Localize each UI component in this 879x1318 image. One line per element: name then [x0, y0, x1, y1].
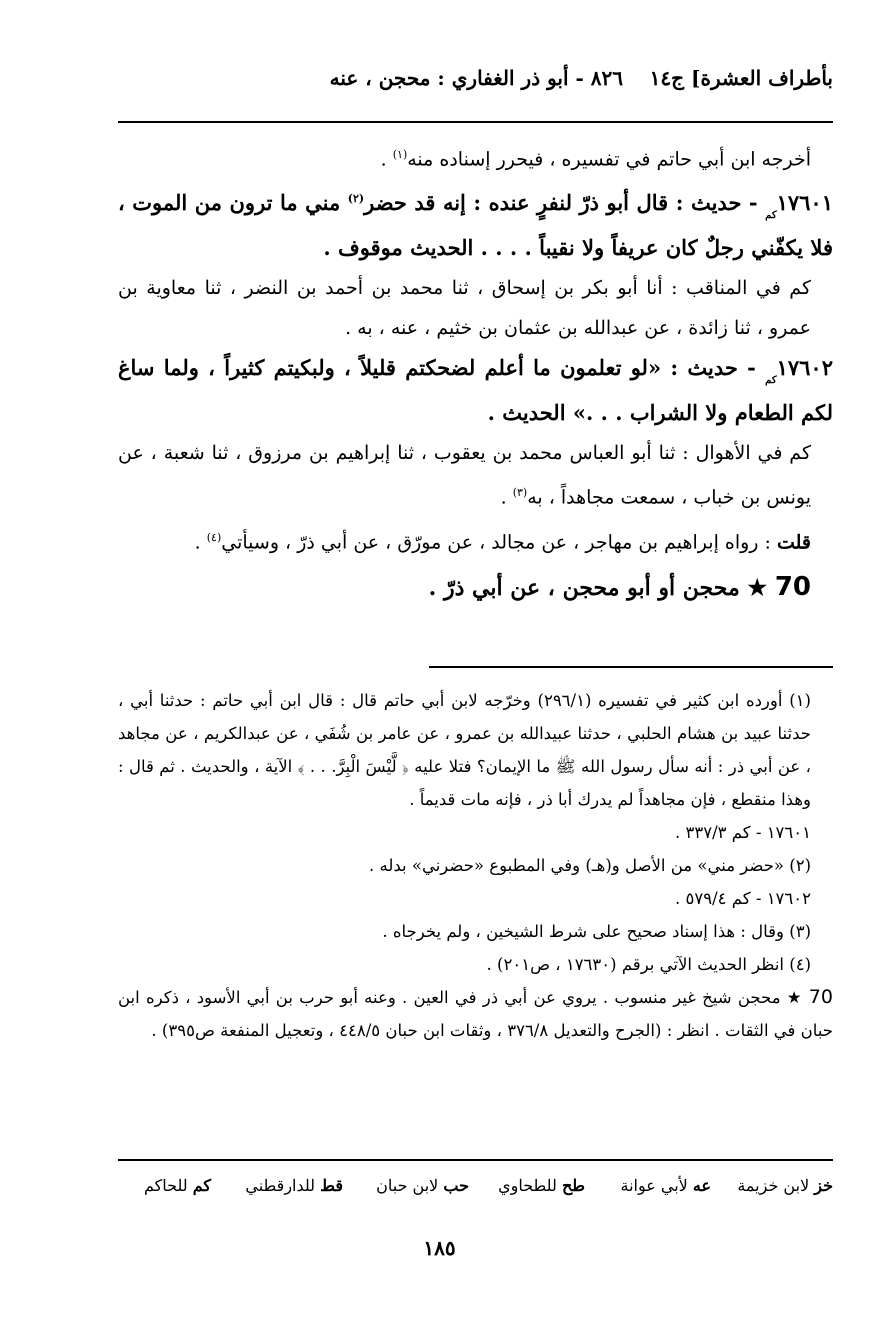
hadith-number: ١٧٦٠٢: [776, 355, 833, 381]
hadith-17602: $١٧٦٠٢_{كم}$ - حديث : «لو تعلمون ما أعلم لضحكتم قليلاً ، ولبكيتم كثيراً ، ولما ساغ لكم الطعام ولا الشراب . . .» الحديث .: [118, 355, 833, 426]
abbrev-item: طح للطحاوي: [498, 1176, 585, 1195]
footnotes: [118, 684, 833, 1047]
footnote-70: 70 ★ محجن شيخ غير منسوب . يروي عن أبي ذر في العين . وعنه أبو حرب بن أبي الأسود ، ذكره ابن حبان في الثقات . انظر : (الجرح والتعديل ٣٧٦/٨ ، وثقات ابن حبان ٤٤٨/٥ ، وتعجيل المنفعة ص٣٩٥) .: [118, 986, 833, 1040]
hadith-17601: $١٧٦٠١_{كم}$ - حديث : قال أبو ذرّ لنفرٍ عنده : إنه قد حضر$^{(٢)}$ مني ما ترون من الموت ، فلا يكفّني رجلٌ كان عريفاً ولا نقيباً . . . . الحديث موقوف .: [118, 190, 833, 261]
abbreviation-key: [118, 1176, 833, 1206]
footnote-ref-1: (١): [392, 148, 408, 161]
main-text: [118, 135, 833, 613]
footnote-ref-4: (٤): [206, 530, 222, 544]
footnote-1-ref: ١٧٦٠١ - كم ٣٣٧/٣ .: [675, 823, 811, 842]
footnote-4: (٤) انظر الحديث الآتي برقم (١٧٦٣٠ ، ص٢٠١) .: [486, 955, 811, 974]
footnote-3: (٣) وقال : هذا إسناد صحيح على شرط الشيخين ، ولم يخرجاه .: [382, 922, 811, 941]
hadith-17601-source: كم في المناقب : أنا أبو بكر بن إسحاق ، ثنا محمد بن أحمد بن النضر ، ثنا معاوية بن عمرو ، ثنا زائدة ، عن عبدالله بن عثمان بن خثيم ، عنه ، به .: [118, 277, 811, 340]
abbrev-item: كم للحاكم: [144, 1176, 211, 1195]
abbrev-item: عه لأبي عوانة: [620, 1176, 711, 1195]
header-section-title: ٨٢٦ - أبو ذر الغفاري : محجن ، عنه: [329, 66, 623, 90]
footnote-2: (٢) «حضر مني» من الأصل و(هـ) وفي المطبوع «حضرني» بدله .: [368, 856, 811, 875]
page-number: ١٨٥: [423, 1236, 456, 1260]
footnote-1: (١) أورده ابن كثير في تفسيره (٢٩٦/١) وخرّجه لابن أبي حاتم قال : قال ابن أبي حاتم : حدثنا أبي ، حدثنا عبيد بن هشام الحلبي ، حدثنا عبيدالله بن عمرو ، عن عامر بن شُفَي ، عن عبدالكريم ، عن مجاهد ، عن أبي ذر : أنه سأل رسول الله ﷺ ما الإيمان؟ فتلا عليه ﴿ لَّيْسَ الْبِرَّ. . . ﴾ الآية ، والحديث . ثم قال : وهذا منقطع ، فإن مجاهداً لم يدرك أبا ذر ، فإنه مات قديماً .: [118, 691, 811, 809]
hadith-number: ١٧٦٠١: [776, 190, 833, 216]
source-siglum: كم: [765, 210, 777, 222]
abbrev-rule-top: [118, 1159, 833, 1161]
abbrev-item: حب لابن حبان: [376, 1176, 469, 1195]
header-book-title: بأطراف العشرة] ج١٤: [649, 66, 833, 90]
entry-number: 70: [774, 571, 811, 602]
footnote-ref-2: (٢): [347, 192, 365, 206]
hadith-17602-source: كم في الأهوال : ثنا أبو العباس محمد بن يعقوب ، ثنا إبراهيم بن مرزوق ، ثنا شعبة ، عن يونس بن خباب ، سمعت مجاهداً ، به$^{(٣)}$ .: [118, 442, 811, 509]
star-icon: ★: [786, 988, 803, 1007]
entry-70-heading: 70 ★ محجن أو أبو محجن ، عن أبي ذرّ .: [428, 571, 811, 602]
star-icon: ★: [747, 574, 768, 601]
footnote-separator: [429, 666, 833, 668]
abbrev-item: خز لابن خزيمة: [737, 1176, 833, 1195]
qult-paragraph: قلت : رواه إبراهيم بن مهاجر ، عن مجالد ، عن مورّق ، عن أبي ذرّ ، وسيأتي$^{(٤)}$ .: [194, 530, 811, 553]
footnote-ref-3: (٣): [512, 486, 528, 500]
qult-label: قلت: [776, 530, 811, 553]
intro-paragraph: أخرجه ابن أبي حاتم في تفسيره ، فيحرر إسناده منه$^{(١)}$ .: [380, 148, 811, 171]
footnote-2-ref: ١٧٦٠٢ - كم ٥٧٩/٤ .: [675, 889, 811, 908]
abbrev-item: قط للدارقطني: [245, 1176, 343, 1195]
source-siglum: كم: [765, 375, 777, 387]
running-header: [118, 66, 833, 102]
header-rule: [118, 121, 833, 123]
